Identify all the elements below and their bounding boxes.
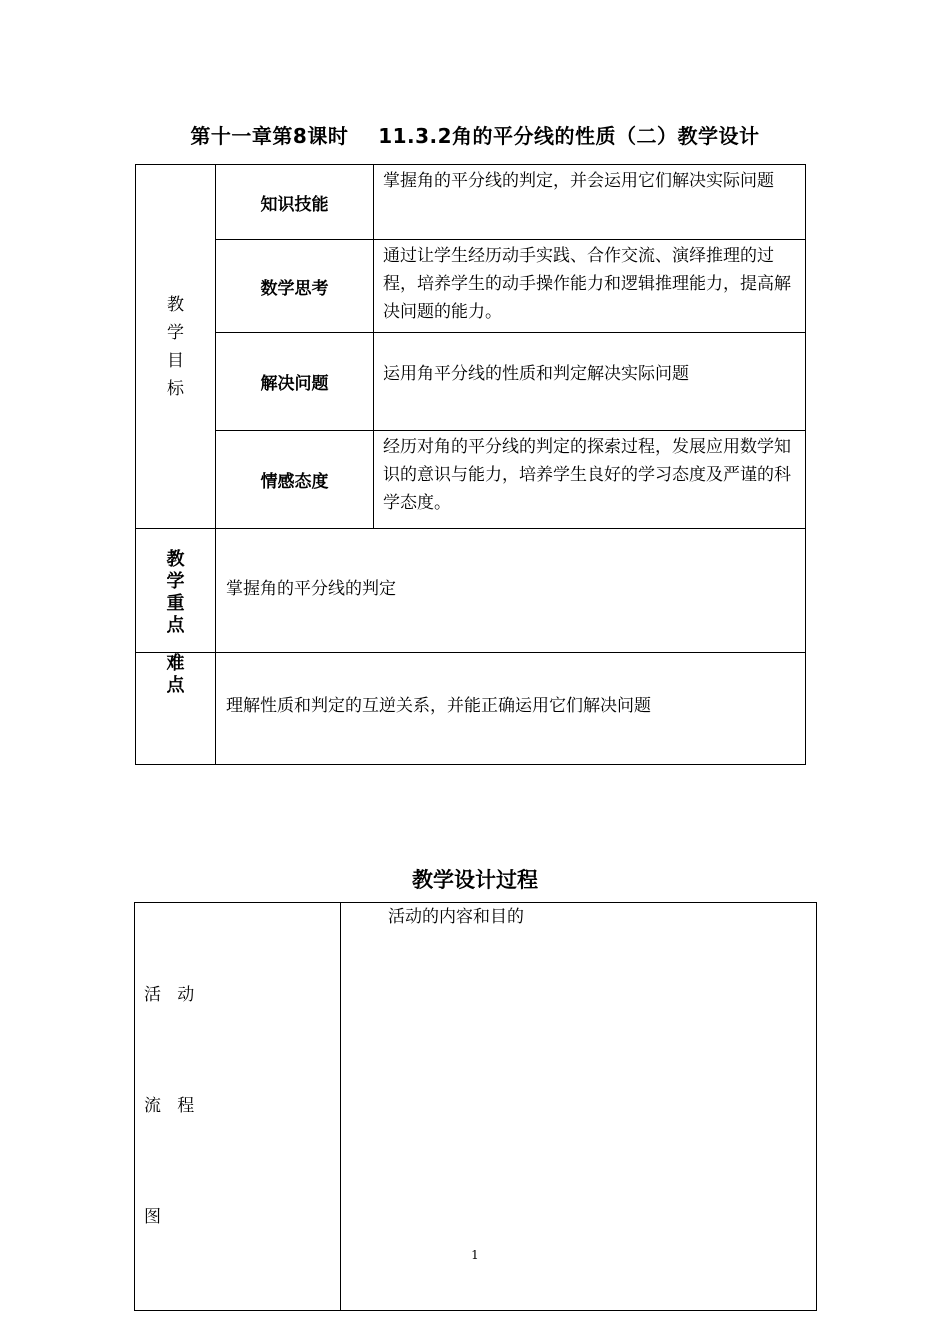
goal-heading-thinking: 数学思考	[216, 240, 374, 333]
activity-content-header: 活动的内容和目的	[341, 903, 817, 1311]
key-point-label: 教 学 重 点	[136, 529, 216, 653]
goal-content-problem-solving: 运用角平分线的性质和判定解决实际问题	[374, 333, 806, 431]
goal-content-thinking: 通过让学生经历动手实践、合作交流、演绎推理的过程，培养学生的动手操作能力和逻辑推理能力，提高解决问题的能力。	[374, 240, 806, 333]
difficulty-content: 理解性质和判定的互逆关系，并能正确运用它们解决问题	[216, 653, 806, 765]
goal-heading-attitude: 情感态度	[216, 431, 374, 529]
activity-flow-label: 活 动 流 程 图	[135, 903, 341, 1311]
process-title: 教学设计过程	[412, 868, 538, 892]
teaching-goals-label: 教 学 目 标	[136, 165, 216, 529]
key-point-content: 掌握角的平分线的判定	[216, 529, 806, 653]
goal-heading-problem-solving: 解决问题	[216, 333, 374, 431]
difficulty-label: 难 点	[136, 653, 216, 765]
page-number: 1	[471, 1248, 479, 1262]
goal-heading-knowledge: 知识技能	[216, 165, 374, 240]
goal-content-attitude: 经历对角的平分线的判定的探索过程，发展应用数学知识的意识与能力，培养学生良好的学习态度及严谨的科学态度。	[374, 431, 806, 529]
document-title: 第十一章第8课时 11.3.2角的平分线的性质（二）教学设计	[190, 124, 760, 148]
teaching-goals-table	[135, 164, 806, 765]
goal-content-knowledge: 掌握角的平分线的判定，并会运用它们解决实际问题	[374, 165, 806, 240]
